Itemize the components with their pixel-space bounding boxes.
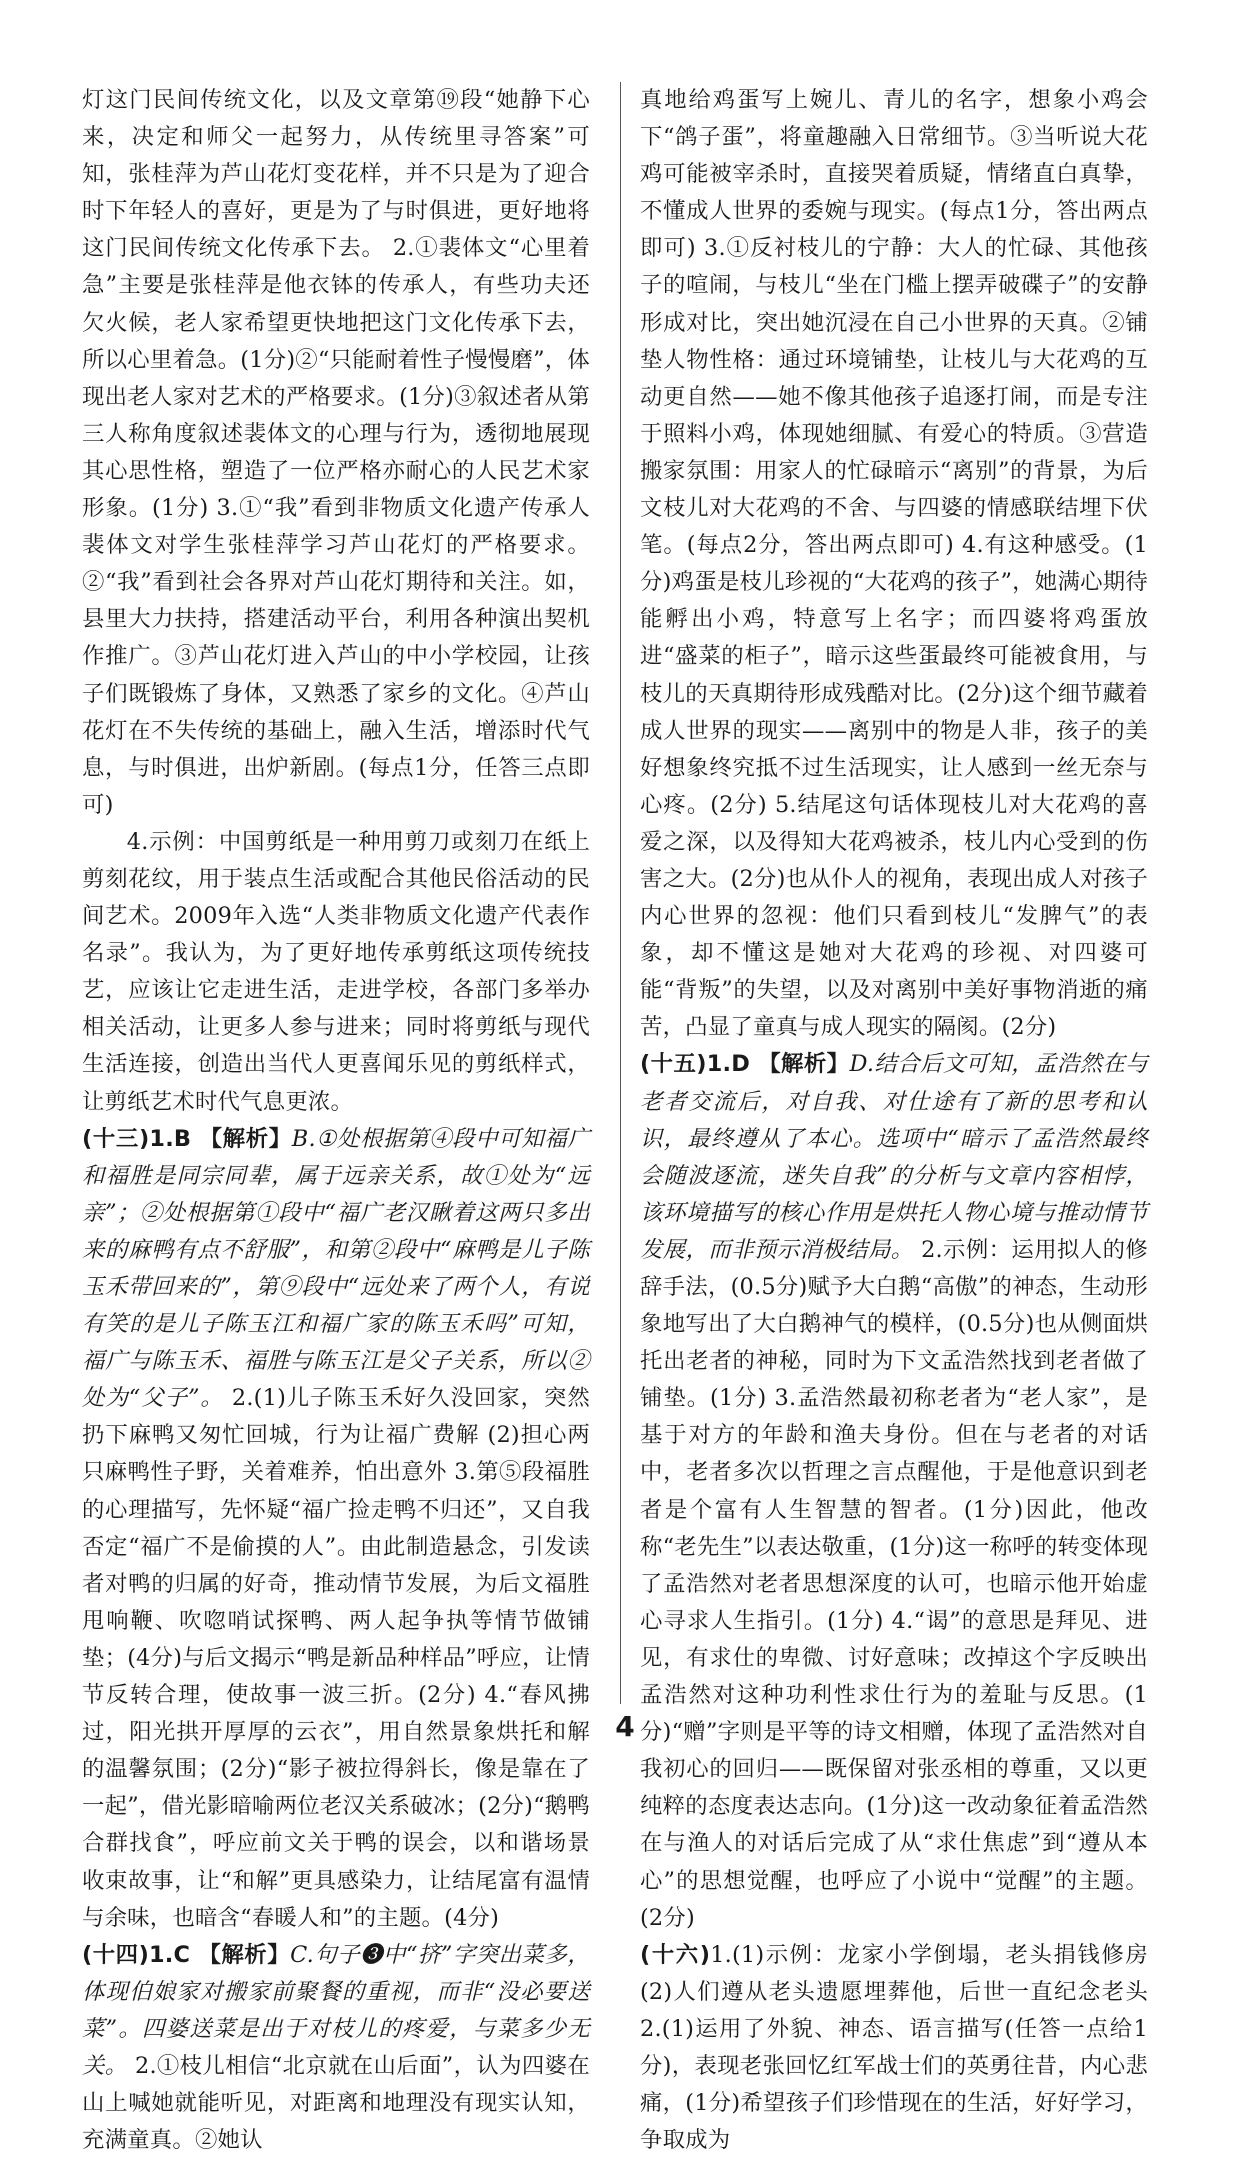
section-16: [640, 1937, 1148, 2159]
page-number: 4: [615, 1710, 635, 1743]
section-13: [82, 1121, 590, 1937]
section-15-head: (十五)1.D 【解析】: [640, 1051, 850, 1078]
section-13-head: (十三)1.B 【解析】: [82, 1125, 292, 1152]
section-15-answers: 2.示例：运用拟人的修辞手法，(0.5分)赋予大白鹅“高傲”的神态，生动形象地写出了大白鹅神气的模样，(0.5分)也从侧面烘托出老者的神秘，同时为下文孟浩然找到老者做了铺垫。(1分) 3.孟浩然最初称老者为“老人家”，是基于对方的年龄和渔夫身份。但在与老者的对话中，老者多次以哲理之言点醒他，于是他意识到老者是个富有人生智慧的智者。(1分)因此，他改称“老先生”以表达敬重，(1分)这一称呼的转变体现了孟浩然对老者思想深度的认可，也暗示他开始虚心寻求人生指引。(1分) 4.“谒”的意思是拜见、进见，有求仕的卑微、讨好意味；改掉这个字反映出孟浩然对这种功利性求仕行为的羞耻与反思。(1分)“赠”字则是平等的诗文相赠，体现了孟浩然对自我初心的回归——既保留对张丞相的尊重，又以更纯粹的态度表达志向。(1分)这一改动象征着孟浩然在与渔人的对话后完成了从“求仕焦虑”到“遵从本心”的思想觉醒，也呼应了小说中“觉醒”的主题。(2分): [640, 1236, 1148, 1931]
left-column: [82, 82, 590, 2159]
section-16-head: (十六): [640, 1941, 711, 1968]
section-15-analysis: D.结合后文可知，孟浩然在与老者交流后，对自我、对仕途有了新的思考和认识，最终遵从了本心。选项中“暗示了孟浩然最终会随波逐流，迷失自我”的分析与文章内容相悖，该环境描写的核心作用是烘托人物心境与推动情节发展，而非预示消极结局。: [640, 1051, 1148, 1263]
section-13-answers: 2.(1)儿子陈玉禾好久没回家，突然扔下麻鸭又匆忙回城，行为让福广费解 (2)担心两只麻鸭性子野，关着难养，怕出意外 3.第⑤段福胜的心理描写，先怀疑“福广捡走鸭不归还”，又自我否定“福广不是偷摸的人”。由此制造悬念，引发读者对鸭的归属的好奇，推动情节发展，为后文福胜甩响鞭、吹唿哨试探鸭、两人起争执等情节做铺垫；(4分)与后文揭示“鸭是新品种样品”呼应，让情节反转合理，使故事一波三折。(2分) 4.“春风拂过，阳光拱开厚厚的云衣”，用自然景象烘托和解的温馨氛围；(2分)“影子被拉得斜长，像是靠在了一起”，借光影暗喻两位老汉关系破冰；(2分)“鹅鸭合群找食”，呼应前文关于鸭的误会，以和谐场景收束故事，让“和解”更具感染力，让结尾富有温情与余味，也暗含“春暖人和”的主题。(4分): [82, 1385, 591, 1931]
section-13-analysis: B.①处根据第④段中可知福广和福胜是同宗同辈，属于远亲关系，故①处为“远亲”；②处根据第①段中“福广老汉瞅着这两只多出来的麻鸭有点不舒服”，和第②段中“麻鸭是儿子陈玉禾带回来的”，第⑨段中“远处来了两个人，有说有笑的是儿子陈玉江和福广家的陈玉禾吗”可知，福广与陈玉禾、福胜与陈玉江是父子关系，所以②处为“父子”。: [82, 1125, 590, 1412]
section-14-analysis: C.句子❸中“挤”字突出菜多，体现伯娘家对搬家前聚餐的重视，而非“没必要送菜”。四婆送菜是出于对枝儿的疼爱，与菜多少无关。: [82, 1941, 590, 2079]
right-column: [640, 82, 1148, 2159]
section-16-answers: 1.(1)示例：龙家小学倒塌，老头捐钱修房 (2)人们遵从老头遗愿埋葬他，后世一直纪念老头 2.(1)运用了外貌、神态、语言描写(任答一点给1分)，表现老张回忆红军战士们的英勇往昔，内心悲痛，(1分)希望孩子们珍惜现在的生活，好好学习，争取成为: [640, 1941, 1148, 2154]
section-14-answers: 2.①枝儿相信“北京就在山后面”，认为四婆在山上喊她就能听见，对距离和地理没有现实认知，充满童真。②她认: [82, 2052, 590, 2154]
section-14: [82, 1937, 590, 2159]
column-divider: [620, 82, 621, 1704]
paragraph-paper-cutting-example: 4.示例：中国剪纸是一种用剪刀或刻刀在纸上剪刻花纹，用于装点生活或配合其他民俗活动的民间艺术。2009年入选“人类非物质文化遗产代表作名录”。我认为，为了更好地传承剪纸这项传统技艺，应该让它走进生活，走进学校，各部门多举办相关活动，让更多人参与进来；同时将剪纸与现代生活连接，创造出当代人更喜闻乐见的剪纸样式，让剪纸艺术时代气息更浓。: [82, 828, 590, 1115]
section-14-head: (十四)1.C 【解析】: [82, 1941, 291, 1968]
paragraph-continuation: 灯这门民间传统文化，以及文章第⑲段“她静下心来，决定和师父一起努力，从传统里寻答案”可知，张桂萍为芦山花灯变花样，并不只是为了迎合时下年轻人的喜好，更是为了与时俱进，更好地将这门民间传统文化传承下去。 2.①裴体文“心里着急”主要是张桂萍是他衣钵的传承人，有些功夫还欠火候，老人家希望更快地把这门文化传承下去，所以心里着急。(1分)②“只能耐着性子慢慢磨”，体现出老人家对艺术的严格要求。(1分)③叙述者从第三人称角度叙述裴体文的心理与行为，透彻地展现其心思性格，塑造了一位严格亦耐心的人民艺术家形象。(1分) 3.①“我”看到非物质文化遗产传承人裴体文对学生张桂萍学习芦山花灯的严格要求。②“我”看到社会各界对芦山花灯期待和关注。如，县里大力扶持，搭建活动平台，利用各种演出契机作推广。③芦山花灯进入芦山的中小学校园，让孩子们既锻炼了身体，又熟悉了家乡的文化。④芦山花灯在不失传统的基础上，融入生活，增添时代气息，与时俱进，出炉新剧。(每点1分，任答三点即可): [82, 87, 590, 818]
section-15: [640, 1046, 1148, 1936]
paragraph-continuation-right: 真地给鸡蛋写上婉儿、青儿的名字，想象小鸡会下“鸽子蛋”，将童趣融入日常细节。③当听说大花鸡可能被宰杀时，直接哭着质疑，情绪直白真挚，不懂成人世界的委婉与现实。(每点1分，答出两点即可) 3.①反衬枝儿的宁静：大人的忙碌、其他孩子的喧闹，与枝儿“坐在门槛上摆弄破碟子”的安静形成对比，突出她沉浸在自己小世界的天真。②铺垫人物性格：通过环境铺垫，让枝儿与大花鸡的互动更自然——她不像其他孩子追逐打闹，而是专注于照料小鸡，体现她细腻、有爱心的特质。③营造搬家氛围：用家人的忙碌暗示“离别”的背景，为后文枝儿对大花鸡的不舍、与四婆的情感联结埋下伏笔。(每点2分，答出两点即可) 4.有这种感受。(1分)鸡蛋是枝儿珍视的“大花鸡的孩子”，她满心期待能孵出小鸡，特意写上名字；而四婆将鸡蛋放进“盛菜的柜子”，暗示这些蛋最终可能被食用，与枝儿的天真期待形成残酷对比。(2分)这个细节藏着成人世界的现实——离别中的物是人非，孩子的美好想象终究抵不过生活现实，让人感到一丝无奈与心疼。(2分) 5.结尾这句话体现枝儿对大花鸡的喜爱之深，以及得知大花鸡被杀，枝儿内心受到的伤害之大。(2分)也从仆人的视角，表现出成人对孩子内心世界的忽视：他们只看到枝儿“发脾气”的表象，却不懂这是她对大花鸡的珍视、对四婆可能“背叛”的失望，以及对离别中美好事物消逝的痛苦，凸显了童真与成人现实的隔阂。(2分): [640, 87, 1148, 1041]
